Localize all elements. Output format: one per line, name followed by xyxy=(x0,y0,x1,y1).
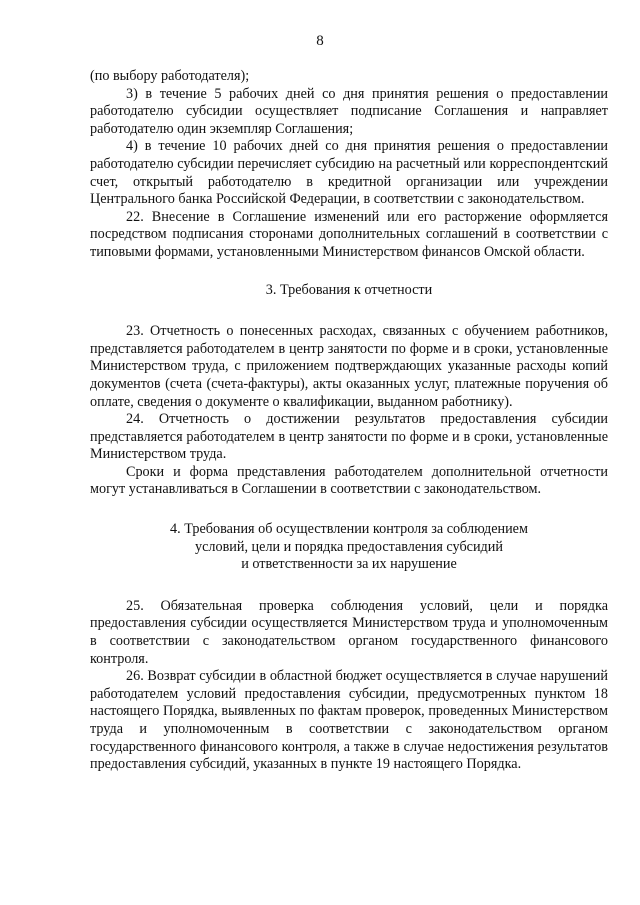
paragraph-choice: (по выбору работодателя); xyxy=(90,68,250,84)
paragraph-23: 23. Отчетность о понесенных расходах, связанных с обучением работников, представляется работодателем в центр занятости по форме и в сроки, установленные Министерством труда, с приложением подтверждающих указанные расходы копий документов (счета (счета-фактуры), акты оказанных услуг, платежные поручения об оплате, сведения о документе о квалификации, выданном работнику). xyxy=(90,323,608,410)
paragraph-25: 25. Обязательная проверка соблюдения условий, цели и порядка предоставления субсидии осуществляется Министерством труда и уполномоченным в соответствии с законодательством органом государственного финансового контроля. xyxy=(90,597,608,667)
section-4-heading-line-2: условий, цели и порядка предоставления субсидий xyxy=(195,538,503,555)
paragraph-additional-reporting: Сроки и форма представления работодателем дополнительной отчетности могут устанавливаться в Соглашении в соответствии с законодательством. xyxy=(90,463,608,498)
section-4-heading-line-1: 4. Требования об осуществлении контроля за соблюдением xyxy=(170,521,528,538)
section-4-heading-line-3: и ответственности за их нарушение xyxy=(241,556,457,573)
section-3-heading: 3. Требования к отчетности xyxy=(265,281,433,298)
paragraph-26: 26. Возврат субсидии в областной бюджет осуществляется в случае нарушений работодателем условий предоставления субсидии, предусмотренных пунктом 18 настоящего Порядка, выявленных по фактам проверок, проведенных Министерством труда и уполномоченным в соответствии с законодательством органом государственного финансового контроля, а также в случае недостижения результатов предоставления субсидий, указанных в пункте 19 настоящего Порядка. xyxy=(90,668,608,773)
paragraph-22: 22. Внесение в Соглашение изменений или его расторжение оформляется посредством подписания сторонами дополнительных соглашений в соответствии с типовыми формами, установленными Министерством финансов Омской области. xyxy=(90,208,608,260)
section-4-heading xyxy=(90,521,608,574)
page-number: 8 xyxy=(316,33,324,49)
document-body xyxy=(90,68,608,774)
paragraph-item-3: 3) в течение 5 рабочих дней со дня принятия решения о предоставлении работодателю субсидии осуществляет подписание Соглашения и направляет работодателю один экземпляр Соглашения; xyxy=(90,85,608,137)
paragraph-24: 24. Отчетность о достижении результатов предоставления субсидии представляется работодателем в центр занятости по форме и в сроки, установленные Министерством труда. xyxy=(90,411,608,463)
paragraph-item-4: 4) в течение 10 рабочих дней со дня принятия решения о предоставлении работодателю субсидии перечисляет субсидию на расчетный или корреспондентский счет, открытый работодателю в кредитной организации или учреждении Центрального банка Российской Федерации, в соответствии с законодательством. xyxy=(90,138,608,208)
